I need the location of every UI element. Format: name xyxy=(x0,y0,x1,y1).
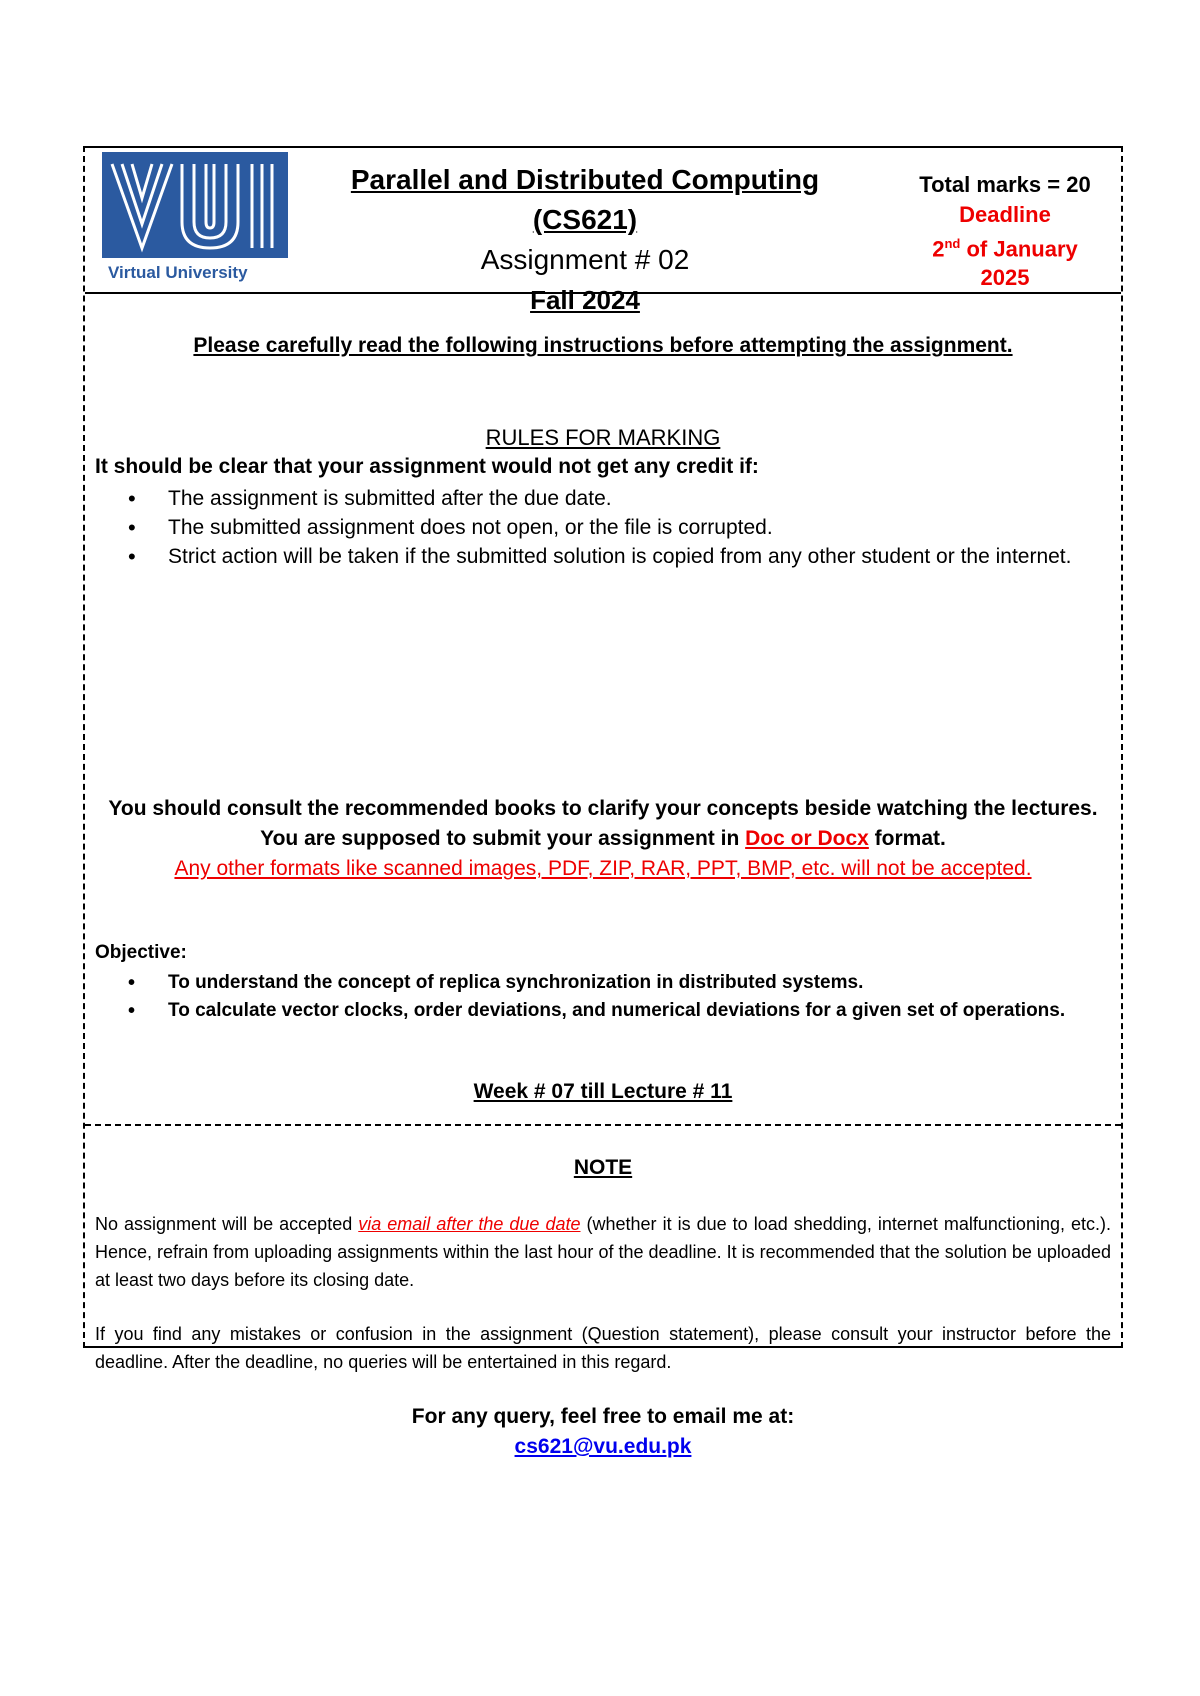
note-section xyxy=(85,1126,1121,1458)
week-info: Week # 07 till Lecture # 11 xyxy=(473,1080,733,1103)
vu-logo xyxy=(102,152,288,285)
query-line: For any query, feel free to email me at: xyxy=(411,1405,795,1428)
deadline-date: 2nd of January xyxy=(932,236,1078,262)
assignment-number: Assignment # 02 xyxy=(480,244,690,275)
email-link[interactable]: cs621@vu.edu.pk xyxy=(514,1435,692,1458)
rules-intro: It should be clear that your assignment would not get any credit if: xyxy=(95,455,759,478)
deadline-label: Deadline xyxy=(959,202,1051,227)
email-deadline-emphasis: via email after the due date xyxy=(358,1214,581,1234)
objective-label: Objective: xyxy=(95,942,187,963)
format-highlight: Doc or Docx xyxy=(745,827,869,850)
svg-text:Virtual University: Virtual University xyxy=(108,263,248,282)
objective-item: • To calculate vector clocks, order deviations, and numerical deviations for a given set of operations. xyxy=(128,997,1110,1025)
submission-instructions xyxy=(85,794,1121,884)
course-title: Parallel and Distributed Computing (CS621) xyxy=(350,164,820,235)
rules-heading: RULES FOR MARKING xyxy=(485,425,721,450)
other-formats-warning: Any other formats like scanned images, PDF, ZIP, RAR, PPT, BMP, etc. will not be accepted. xyxy=(174,857,1032,880)
assignment-frame xyxy=(83,146,1123,1458)
instructions-section xyxy=(85,294,1121,1126)
consult-line: You should consult the recommended books to clarify your concepts beside watching the lectures. xyxy=(108,797,1098,820)
total-marks: Total marks = 20 xyxy=(919,172,1091,197)
marks-block xyxy=(905,170,1105,292)
note-paragraph-2: If you find any mistakes or confusion in the assignment (Question statement), please consult your instructor before the deadline. After the deadline, no queries will be entertained in this regard. xyxy=(95,1324,1111,1372)
objectives-list xyxy=(128,969,1110,1025)
submit-format-line: You are supposed to submit your assignment in Doc or Docx format. xyxy=(260,827,946,850)
rule-item: • Strict action will be taken if the submitted solution is copied from any other student or the internet. xyxy=(128,542,1110,571)
header xyxy=(85,148,1121,315)
instructions-intro: Please carefully read the following instructions before attempting the assignment. xyxy=(193,334,1013,357)
rules-list xyxy=(128,484,1110,571)
note-heading: NOTE xyxy=(573,1156,633,1179)
rule-item: • The submitted assignment does not open, or the file is corrupted. xyxy=(128,513,1110,542)
query-block xyxy=(85,1402,1121,1462)
note-paragraph: No assignment will be accepted via email after the due date (whether it is due to load shedding, internet malfunctioning, etc.). Hence, refrain from uploading assignments within the last hour of the deadline. It is recommended that the solution be uploaded at least two days before its closing date. xyxy=(95,1214,1112,1290)
rule-item: • The assignment is submitted after the due date. xyxy=(128,484,1110,513)
term: Fall 2024 xyxy=(530,285,640,315)
objective-item: • To understand the concept of replica synchronization in distributed systems. xyxy=(128,969,1110,997)
deadline-year: 2025 xyxy=(980,265,1030,291)
